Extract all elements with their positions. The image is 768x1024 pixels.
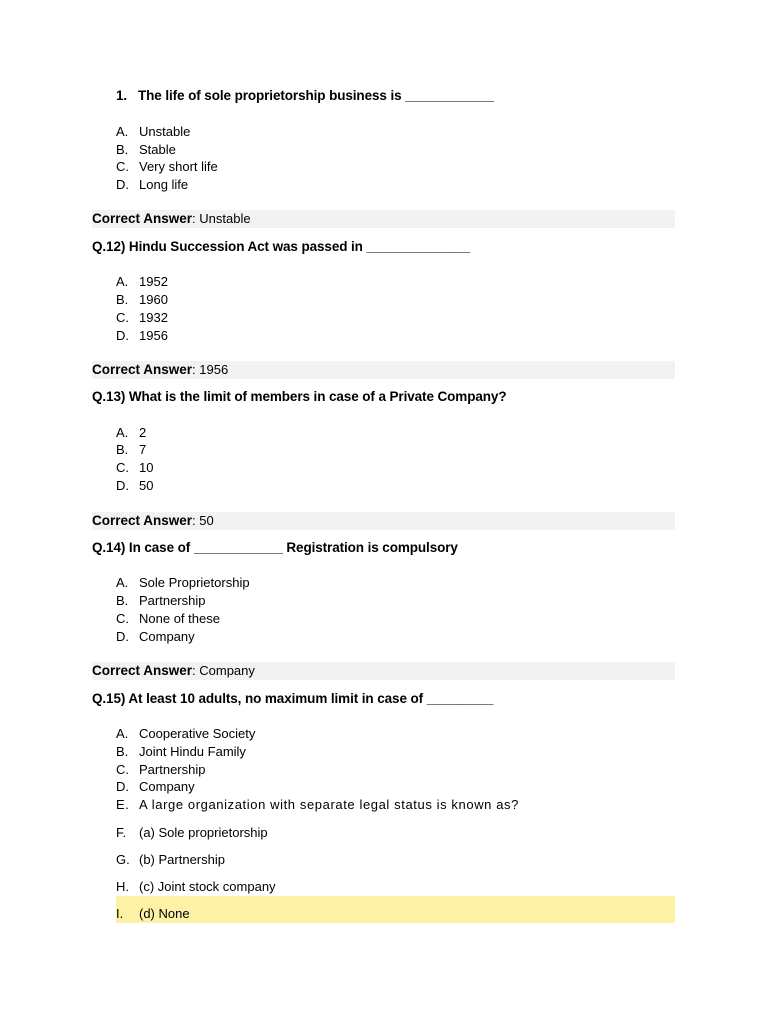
option-letter: B. — [116, 292, 129, 307]
correct-answer-label: Correct Answer — [92, 211, 193, 226]
option-item — [116, 852, 225, 867]
option-text: Sole Proprietorship — [139, 575, 250, 590]
correct-answer-value: : 50 — [192, 513, 214, 528]
option-item — [116, 274, 168, 289]
option-letter: A. — [116, 274, 129, 289]
option-text: Joint Hindu Family — [139, 744, 246, 759]
option-letter: A. — [116, 425, 129, 440]
option-letter: A. — [116, 726, 129, 741]
option-text: 10 — [139, 460, 154, 475]
option-item — [116, 779, 195, 794]
option-text: (a) Sole proprietorship — [139, 825, 268, 840]
highlighted-option-bar — [116, 896, 675, 923]
option-letter: A. — [116, 575, 129, 590]
option-item — [116, 478, 153, 493]
option-text: None of these — [139, 611, 220, 626]
option-item — [116, 310, 168, 325]
option-item — [116, 629, 195, 644]
question-15-title: Q.15) At least 10 adults, no maximum limit in case of _________ — [92, 691, 494, 706]
option-letter: I. — [116, 906, 124, 921]
option-text: (c) Joint stock company — [139, 879, 276, 894]
option-item — [116, 744, 246, 759]
option-letter: D. — [116, 177, 129, 192]
option-letter: E. — [116, 797, 130, 812]
option-letter: H. — [116, 879, 129, 894]
option-item — [116, 825, 268, 840]
option-letter: C. — [116, 611, 129, 626]
option-text: Partnership — [139, 762, 206, 777]
correct-answer-value: : 1956 — [192, 362, 229, 377]
option-letter: C. — [116, 460, 129, 475]
option-letter: B. — [116, 593, 129, 608]
option-letter: F. — [116, 825, 127, 840]
option-item — [116, 593, 205, 608]
option-item — [116, 575, 250, 590]
option-text: (b) Partnership — [139, 852, 225, 867]
option-letter: D. — [116, 328, 129, 343]
question-text: The life of sole proprietorship business is ____________ — [138, 88, 495, 103]
option-letter: D. — [116, 779, 129, 794]
option-text: Partnership — [139, 593, 206, 608]
option-item — [116, 906, 190, 921]
option-item — [116, 328, 168, 343]
option-text: 1960 — [139, 292, 168, 307]
option-letter: A. — [116, 124, 129, 139]
option-letter: B. — [116, 744, 129, 759]
option-text: Long life — [139, 177, 189, 192]
option-letter: B. — [116, 442, 129, 457]
option-text: Very short life — [139, 159, 218, 174]
option-letter: G. — [116, 852, 130, 867]
question-14-title: Q.14) In case of ____________ Registration is compulsory — [92, 540, 458, 555]
option-text: A large organization with separate legal status is known as? — [139, 797, 519, 812]
option-item — [116, 292, 168, 307]
option-item — [116, 142, 176, 157]
option-item — [116, 762, 205, 777]
option-letter: C. — [116, 159, 129, 174]
option-item — [116, 124, 190, 139]
question-1-title — [116, 88, 494, 103]
option-item — [116, 611, 220, 626]
option-item — [116, 797, 519, 812]
option-item — [116, 879, 276, 894]
option-text: 1956 — [139, 328, 168, 343]
option-letter: B. — [116, 142, 129, 157]
correct-answer-value: : Company — [192, 663, 255, 678]
option-text: Unstable — [139, 124, 191, 139]
correct-answer-label: Correct Answer — [92, 513, 193, 528]
correct-answer-bar — [92, 662, 675, 680]
option-text: (d) None — [139, 906, 190, 921]
option-text: Stable — [139, 142, 176, 157]
option-text: 1932 — [139, 310, 168, 325]
question-13-title: Q.13) What is the limit of members in case of a Private Company? — [92, 389, 507, 404]
option-text: 2 — [139, 425, 147, 440]
option-text: 1952 — [139, 274, 168, 289]
option-text: Company — [139, 629, 195, 644]
correct-answer-label: Correct Answer — [92, 663, 193, 678]
option-item — [116, 726, 255, 741]
correct-answer-value: : Unstable — [192, 211, 251, 226]
option-text: Cooperative Society — [139, 726, 256, 741]
correct-answer-bar — [92, 512, 675, 530]
question-number: 1. — [116, 88, 128, 103]
correct-answer-label: Correct Answer — [92, 362, 193, 377]
option-item — [116, 442, 146, 457]
option-text: 7 — [139, 442, 147, 457]
option-letter: D. — [116, 478, 129, 493]
option-item — [116, 159, 218, 174]
option-item — [116, 460, 153, 475]
option-item — [116, 177, 188, 192]
correct-answer-bar — [92, 361, 675, 379]
option-item — [116, 425, 146, 440]
option-text: 50 — [139, 478, 154, 493]
option-letter: C. — [116, 310, 129, 325]
option-letter: C. — [116, 762, 129, 777]
option-letter: D. — [116, 629, 129, 644]
option-text: Company — [139, 779, 195, 794]
correct-answer-bar — [92, 210, 675, 228]
question-12-title: Q.12) Hindu Succession Act was passed in ______________ — [92, 239, 471, 254]
